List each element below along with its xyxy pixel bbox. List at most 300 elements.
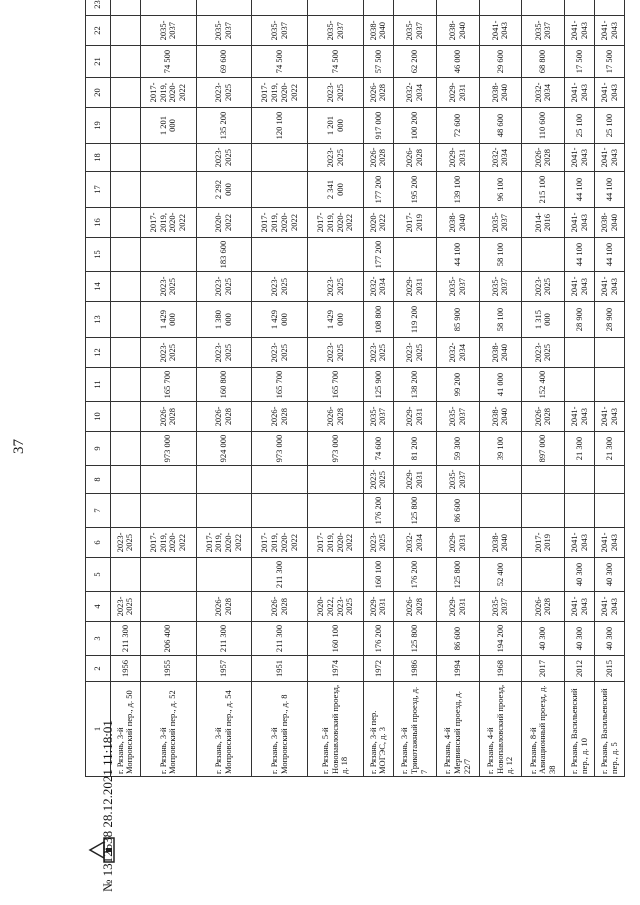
column-header: 10 xyxy=(86,402,111,432)
table-cell: 58 100 xyxy=(479,238,522,272)
table-cell: 52 400 xyxy=(479,558,522,592)
table-cell: 69 600 xyxy=(196,46,252,78)
address-cell: г. Рязань, 3-й Мопровский пер., д. 50 xyxy=(111,682,141,777)
table-cell: 17 500 xyxy=(565,46,595,78)
table-cell: 2026-2028 xyxy=(140,402,196,432)
table-cell: 44 100 xyxy=(565,238,595,272)
stamp-text: № 1312538 28.12.2021 11:18:01 xyxy=(100,720,115,892)
column-header: 2 xyxy=(86,656,111,682)
table-cell: 160 100 xyxy=(364,558,394,592)
table-cell: 120 100 xyxy=(252,108,308,144)
table-cell xyxy=(111,338,141,368)
table-cell: 2023-2025 xyxy=(111,528,141,558)
table-cell: 2026-2028 xyxy=(196,402,252,432)
table-cell: 211 300 xyxy=(252,558,308,592)
column-header: 16 xyxy=(86,208,111,238)
table-cell xyxy=(111,238,141,272)
address-cell: г. Рязань, 3-й Мопровский пер., д. 8 xyxy=(252,682,308,777)
table-cell xyxy=(522,558,565,592)
table-cell xyxy=(252,0,308,16)
table-cell xyxy=(140,592,196,622)
table-cell: 2023-2025 xyxy=(364,466,394,494)
table-cell: 2017-2019, 2020-2022 xyxy=(308,528,364,558)
table-cell xyxy=(393,238,436,272)
table-cell: 2023-2025 xyxy=(196,338,252,368)
table-cell: 2023-2025 xyxy=(111,592,141,622)
column-header: 14 xyxy=(86,272,111,302)
table-cell: 2041-2043 xyxy=(595,528,625,558)
column-header: 1 xyxy=(86,682,111,777)
table-cell xyxy=(393,0,436,16)
table-cell xyxy=(595,494,625,528)
table-cell: 2020-2022, 2023-2025 xyxy=(308,592,364,622)
table-cell: 2035-2037 xyxy=(308,16,364,46)
table-cell: 40 300 xyxy=(565,558,595,592)
table-cell: 74 500 xyxy=(252,46,308,78)
table-cell: 1968 xyxy=(479,656,522,682)
table-cell: 2032-2034 xyxy=(364,272,394,302)
table-cell: 177 200 xyxy=(364,172,394,208)
table-cell xyxy=(111,208,141,238)
table-cell xyxy=(522,466,565,494)
table-cell xyxy=(140,558,196,592)
table-cell: 2017 xyxy=(522,656,565,682)
table-cell: 2020-2022 xyxy=(364,208,394,238)
rotated-table-frame xyxy=(85,0,625,777)
table-cell: 2035-2037 xyxy=(364,402,394,432)
table-cell: 1994 xyxy=(436,656,479,682)
table-cell xyxy=(479,0,522,16)
table-cell xyxy=(364,0,394,16)
table-cell: 2041-2043 xyxy=(595,402,625,432)
table-cell: 96 100 xyxy=(479,172,522,208)
column-header: 12 xyxy=(86,338,111,368)
table-row xyxy=(393,0,436,777)
table-cell: 28 900 xyxy=(595,302,625,338)
table-cell: 2017-2019, 2020-2022 xyxy=(140,78,196,108)
table-cell: 2029-2031 xyxy=(436,78,479,108)
table-cell: 973 000 xyxy=(140,432,196,466)
table-cell: 2041-2043 xyxy=(595,272,625,302)
table-cell xyxy=(111,0,141,16)
table-cell: 1 429 000 xyxy=(252,302,308,338)
table-cell: 1951 xyxy=(252,656,308,682)
table-cell: 40 300 xyxy=(595,558,625,592)
address-cell: г. Рязань, 5-й Новопавловский проезд, д. 18 xyxy=(308,682,364,777)
table-cell: 2026-2028 xyxy=(522,144,565,172)
table-cell: 2023-2025 xyxy=(308,338,364,368)
column-header: 13 xyxy=(86,302,111,338)
table-row xyxy=(565,0,595,777)
table-cell: 160 100 xyxy=(308,622,364,656)
table-cell: 2035-2037 xyxy=(479,592,522,622)
table-cell: 211 300 xyxy=(196,622,252,656)
table-cell: 25 100 xyxy=(565,108,595,144)
table-cell: 195 200 xyxy=(393,172,436,208)
table-cell xyxy=(595,338,625,368)
column-header: 4 xyxy=(86,592,111,622)
table-cell xyxy=(111,172,141,208)
table-cell xyxy=(111,402,141,432)
table-row xyxy=(252,0,308,777)
table-cell xyxy=(595,368,625,402)
table-cell: 1957 xyxy=(196,656,252,682)
column-header: 11 xyxy=(86,368,111,402)
table-cell: 2035-2037 xyxy=(393,16,436,46)
table-cell xyxy=(252,494,308,528)
table-cell: 100 200 xyxy=(393,108,436,144)
table-cell: 2023-2025 xyxy=(308,272,364,302)
table-cell xyxy=(595,466,625,494)
table-cell: 17 500 xyxy=(595,46,625,78)
table-row xyxy=(436,0,479,777)
table-cell xyxy=(479,494,522,528)
table-cell: 2029-2031 xyxy=(364,592,394,622)
data-table xyxy=(85,0,625,777)
table-cell xyxy=(308,466,364,494)
table-cell: 211 300 xyxy=(252,622,308,656)
table-cell: 165 700 xyxy=(252,368,308,402)
table-cell: 194 200 xyxy=(479,622,522,656)
table-cell: 44 100 xyxy=(436,238,479,272)
table-cell xyxy=(196,0,252,16)
table-cell: 2032-2034 xyxy=(479,144,522,172)
table-cell: 176 200 xyxy=(364,622,394,656)
table-cell xyxy=(565,338,595,368)
table-cell: 81 200 xyxy=(393,432,436,466)
table-cell: 2017-2019, 2020-2022 xyxy=(252,208,308,238)
table-cell: 2026-2028 xyxy=(393,144,436,172)
table-row xyxy=(308,0,364,777)
table-cell: 119 200 xyxy=(393,302,436,338)
table-cell xyxy=(111,494,141,528)
table-cell: 2032-2034 xyxy=(393,78,436,108)
table-cell: 125 900 xyxy=(364,368,394,402)
column-header: 3 xyxy=(86,622,111,656)
table-cell: 2020-2022 xyxy=(196,208,252,238)
table-cell: 2026-2028 xyxy=(252,402,308,432)
table-cell: 160 800 xyxy=(196,368,252,402)
table-cell: 2023-2025 xyxy=(140,272,196,302)
table-cell xyxy=(111,78,141,108)
table-cell xyxy=(196,494,252,528)
table-cell xyxy=(565,466,595,494)
table-cell: 973 000 xyxy=(252,432,308,466)
table-cell xyxy=(252,238,308,272)
table-cell: 1956 xyxy=(111,656,141,682)
table-cell: 2035-2037 xyxy=(479,208,522,238)
table-cell: 2023-2025 xyxy=(522,272,565,302)
table-cell: 2041-2043 xyxy=(565,144,595,172)
table-cell xyxy=(522,0,565,16)
table-cell: 2023-2025 xyxy=(308,78,364,108)
table-cell: 165 700 xyxy=(308,368,364,402)
table-cell: 74 500 xyxy=(140,46,196,78)
table-cell: 59 300 xyxy=(436,432,479,466)
table-row xyxy=(196,0,252,777)
table-cell: 99 200 xyxy=(436,368,479,402)
table-cell: 68 800 xyxy=(522,46,565,78)
table-cell: 2029-2031 xyxy=(436,528,479,558)
table-row xyxy=(364,0,394,777)
table-cell: 48 600 xyxy=(479,108,522,144)
table-cell: 2041-2043 xyxy=(565,16,595,46)
table-cell: 29 600 xyxy=(479,46,522,78)
table-cell: 2041-2043 xyxy=(595,144,625,172)
table-cell: 2038-2040 xyxy=(595,208,625,238)
table-cell: 125 800 xyxy=(436,558,479,592)
table-cell: 2026-2028 xyxy=(196,592,252,622)
table-cell xyxy=(252,466,308,494)
table-cell: 2017-2019, 2020-2022 xyxy=(140,528,196,558)
table-cell: 973 000 xyxy=(308,432,364,466)
table-cell: 2017-2019 xyxy=(393,208,436,238)
table-cell: 2017-2019 xyxy=(522,528,565,558)
table-cell: 1 429 000 xyxy=(140,302,196,338)
table-cell xyxy=(140,466,196,494)
table-cell xyxy=(565,368,595,402)
table-cell: 46 000 xyxy=(436,46,479,78)
table-cell: 2023-2025 xyxy=(140,338,196,368)
table-cell xyxy=(111,46,141,78)
table-cell: 917 000 xyxy=(364,108,394,144)
table-cell xyxy=(565,494,595,528)
column-header: 7 xyxy=(86,494,111,528)
table-cell: 2038-2040 xyxy=(479,528,522,558)
table-cell: 2026-2028 xyxy=(252,592,308,622)
table-cell: 44 100 xyxy=(595,238,625,272)
address-cell: г. Рязань, Васильевский пер., д. 5 xyxy=(595,682,625,777)
table-body xyxy=(111,0,625,777)
table-cell xyxy=(111,16,141,46)
table-cell: 2041-2043 xyxy=(565,78,595,108)
table-cell: 2032-2034 xyxy=(436,338,479,368)
table-cell xyxy=(111,432,141,466)
table-cell xyxy=(308,494,364,528)
table-cell: 2 341 000 xyxy=(308,172,364,208)
table-cell xyxy=(308,0,364,16)
table-cell: 183 600 xyxy=(196,238,252,272)
table-cell xyxy=(111,272,141,302)
table-cell: 2012 xyxy=(565,656,595,682)
table-cell xyxy=(252,144,308,172)
table-cell: 2041-2043 xyxy=(595,78,625,108)
table-cell: 206 400 xyxy=(140,622,196,656)
column-header: 18 xyxy=(86,144,111,172)
column-header: 5 xyxy=(86,558,111,592)
table-cell: 125 800 xyxy=(393,494,436,528)
column-header: 17 xyxy=(86,172,111,208)
table-cell: 1955 xyxy=(140,656,196,682)
column-header: 8 xyxy=(86,466,111,494)
table-cell: 2035-2037 xyxy=(196,16,252,46)
table-cell xyxy=(140,144,196,172)
table-cell: 40 300 xyxy=(595,622,625,656)
table-container xyxy=(85,0,625,777)
table-cell xyxy=(522,494,565,528)
table-cell xyxy=(522,238,565,272)
address-cell: г. Рязань, 3-й пер. МОГЭС, д. 3 xyxy=(364,682,394,777)
table-cell: 2026-2028 xyxy=(364,144,394,172)
table-cell: 1972 xyxy=(364,656,394,682)
table-cell: 2017-2019, 2020-2022 xyxy=(252,528,308,558)
table-cell: 25 100 xyxy=(595,108,625,144)
table-cell: 2035-2037 xyxy=(436,466,479,494)
table-cell: 2041-2043 xyxy=(565,272,595,302)
table-cell: 2023-2025 xyxy=(364,528,394,558)
table-cell: 125 800 xyxy=(393,622,436,656)
table-cell: 2035-2037 xyxy=(436,402,479,432)
table-cell: 44 100 xyxy=(565,172,595,208)
table-cell: 2041-2043 xyxy=(595,592,625,622)
column-header: 9 xyxy=(86,432,111,466)
column-header: 21 xyxy=(86,46,111,78)
table-cell: 2035-2037 xyxy=(252,16,308,46)
table-cell: 2023-2025 xyxy=(364,338,394,368)
column-header: 20 xyxy=(86,78,111,108)
table-cell xyxy=(111,466,141,494)
table-cell: 2038-2040 xyxy=(479,402,522,432)
table-cell: 39 100 xyxy=(479,432,522,466)
table-cell xyxy=(111,368,141,402)
table-cell xyxy=(252,172,308,208)
table-cell xyxy=(140,238,196,272)
table-cell: 1974 xyxy=(308,656,364,682)
column-header: 19 xyxy=(86,108,111,144)
table-cell: 176 200 xyxy=(393,558,436,592)
table-cell xyxy=(196,558,252,592)
table-cell: 44 100 xyxy=(595,172,625,208)
table-cell: 2029-2031 xyxy=(393,402,436,432)
table-cell: 74 600 xyxy=(364,432,394,466)
table-cell: 1 315 000 xyxy=(522,302,565,338)
table-cell: 152 400 xyxy=(522,368,565,402)
table-cell: 57 500 xyxy=(364,46,394,78)
table-cell: 2026-2028 xyxy=(364,78,394,108)
table-cell: 924 000 xyxy=(196,432,252,466)
table-cell: 28 900 xyxy=(565,302,595,338)
table-cell: 2017-2019, 2020-2022 xyxy=(140,208,196,238)
table-cell: 2041-2043 xyxy=(565,528,595,558)
table-cell: 21 300 xyxy=(595,432,625,466)
table-cell: 86 600 xyxy=(436,494,479,528)
table-cell: 74 500 xyxy=(308,46,364,78)
table-cell xyxy=(111,144,141,172)
table-cell: 86 600 xyxy=(436,622,479,656)
table-cell: 85 900 xyxy=(436,302,479,338)
column-header: 15 xyxy=(86,238,111,272)
table-row xyxy=(522,0,565,777)
table-cell: 215 100 xyxy=(522,172,565,208)
table-cell xyxy=(196,466,252,494)
table-cell: 1 429 000 xyxy=(308,302,364,338)
table-cell: 2023-2025 xyxy=(196,272,252,302)
table-cell: 2015 xyxy=(595,656,625,682)
table-cell: 2035-2037 xyxy=(140,16,196,46)
address-cell: г. Рязань, 8-й Авиационный проезд, д. 38 xyxy=(522,682,565,777)
table-cell xyxy=(140,494,196,528)
table-cell: 2038-2040 xyxy=(436,16,479,46)
table-cell: 2026-2028 xyxy=(522,592,565,622)
table-cell: 2041-2043 xyxy=(479,16,522,46)
table-cell: 1 201 000 xyxy=(140,108,196,144)
table-cell: 897 000 xyxy=(522,432,565,466)
table-cell: 2026-2028 xyxy=(308,402,364,432)
table-cell: 2029-2031 xyxy=(436,144,479,172)
table-cell: 2029-2031 xyxy=(436,592,479,622)
table-cell xyxy=(479,466,522,494)
address-cell: г. Рязань, 3-й Трикотажный проезд, д. 7 xyxy=(393,682,436,777)
table-cell: 2023-2025 xyxy=(308,144,364,172)
table-cell: 2038-2040 xyxy=(479,78,522,108)
address-cell: г. Рязань, 3-й Мопровский пер., д. 52 xyxy=(140,682,196,777)
table-cell: 108 800 xyxy=(364,302,394,338)
table-cell: 40 300 xyxy=(565,622,595,656)
table-cell: 62 200 xyxy=(393,46,436,78)
table-cell: 2017-2019, 2020-2022 xyxy=(196,528,252,558)
table-cell: 2032-2034 xyxy=(522,78,565,108)
table-cell: 2032-2034 xyxy=(393,528,436,558)
table-cell: 2035-2037 xyxy=(479,272,522,302)
table-cell: 2035-2037 xyxy=(436,272,479,302)
table-cell: 2035-2037 xyxy=(522,16,565,46)
table-cell xyxy=(308,558,364,592)
table-cell: 2023-2025 xyxy=(196,144,252,172)
address-cell: г. Рязань, 3-й Мопровский пер., д. 54 xyxy=(196,682,252,777)
column-header: 23 xyxy=(86,0,111,16)
table-cell: 2029-2031 xyxy=(393,466,436,494)
address-cell: г. Рязань, 4-й Новопавловский проезд, д. 12 xyxy=(479,682,522,777)
table-cell: 2029-2031 xyxy=(393,272,436,302)
table-cell: 2026-2028 xyxy=(522,402,565,432)
table-cell xyxy=(140,0,196,16)
table-cell: 2038-2040 xyxy=(364,16,394,46)
table-cell: 1 380 000 xyxy=(196,302,252,338)
table-cell: 2017-2019, 2020-2022 xyxy=(252,78,308,108)
table-cell: 139 100 xyxy=(436,172,479,208)
column-header: 6 xyxy=(86,528,111,558)
table-cell: 2038-2040 xyxy=(479,338,522,368)
table-cell: 110 600 xyxy=(522,108,565,144)
table-cell xyxy=(140,172,196,208)
table-row xyxy=(595,0,625,777)
table-cell: 1 201 000 xyxy=(308,108,364,144)
table-cell: 2023-2025 xyxy=(252,272,308,302)
table-cell: 135 200 xyxy=(196,108,252,144)
table-cell: 2038-2040 xyxy=(436,208,479,238)
table-cell: 72 600 xyxy=(436,108,479,144)
table-cell: 176 200 xyxy=(364,494,394,528)
table-cell: 2041-2043 xyxy=(595,16,625,46)
table-cell: 165 700 xyxy=(140,368,196,402)
table-cell xyxy=(595,0,625,16)
table-row xyxy=(140,0,196,777)
address-cell: г. Рязань, Васильевский пер., д. 10 xyxy=(565,682,595,777)
table-cell: 138 200 xyxy=(393,368,436,402)
table-cell xyxy=(111,302,141,338)
table-cell xyxy=(111,108,141,144)
table-cell: 2041-2043 xyxy=(565,592,595,622)
page-number: 37 xyxy=(11,439,27,454)
table-cell: 2 292 000 xyxy=(196,172,252,208)
table-row xyxy=(479,0,522,777)
table-cell: 2023-2025 xyxy=(252,338,308,368)
table-cell: 2026-2028 xyxy=(393,592,436,622)
address-cell: г. Рязань, 4-й Мервинский проезд, д. 22/7 xyxy=(436,682,479,777)
table-cell: 2023-2025 xyxy=(522,338,565,368)
table-cell: 2017-2019, 2020-2022 xyxy=(308,208,364,238)
table-cell: 40 300 xyxy=(522,622,565,656)
